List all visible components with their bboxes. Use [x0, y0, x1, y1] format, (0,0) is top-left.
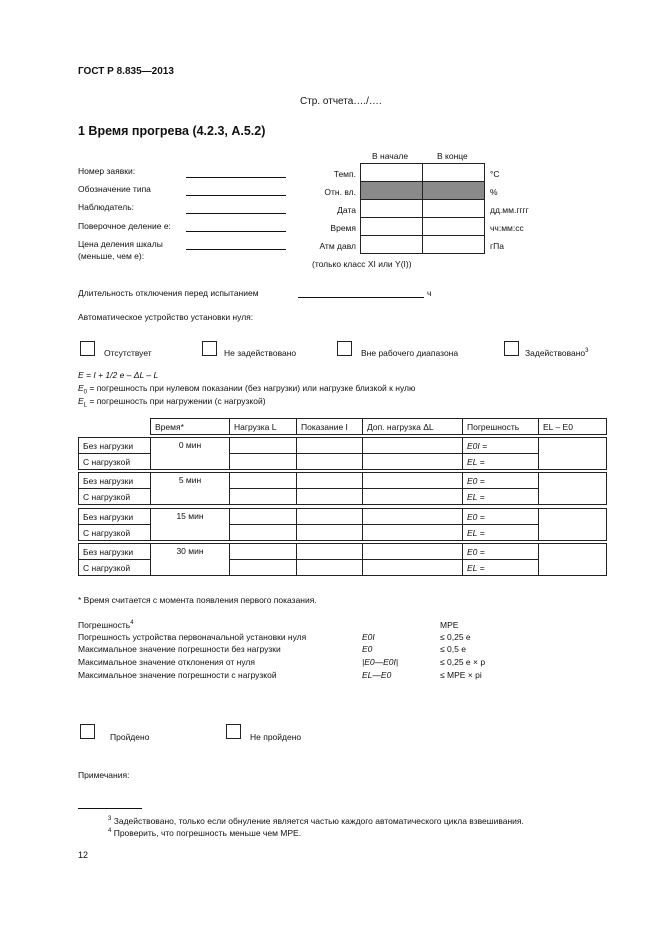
scale-interval-line[interactable] [186, 249, 286, 250]
error-row-label: Максимальное значение отклонения от нуля [78, 657, 255, 667]
row-label-no-load: Без нагрузки [79, 509, 151, 525]
scale-interval-label-2: (меньше, чем e): [78, 251, 145, 261]
row-label-no-load: Без нагрузки [79, 544, 151, 560]
section-title: 1 Время прогрева (4.2.3, А.5.2) [78, 124, 266, 138]
error-row-symbol: E0 [362, 644, 373, 654]
disconnect-line[interactable] [298, 297, 424, 298]
env-date-start[interactable] [360, 199, 423, 218]
disconnect-label: Длительность отключения перед испытанием [78, 288, 259, 298]
checkbox-failed[interactable] [226, 724, 241, 739]
observer-label: Наблюдатель: [78, 202, 134, 212]
formula-main: E = I + 1/2 e – ΔL – L [78, 370, 159, 380]
error-row-mpe: ≤ MPE × pi [440, 670, 482, 680]
env-pressure-end[interactable] [422, 235, 485, 254]
env-col-start: В начале [372, 151, 409, 161]
extra-load-cell[interactable] [363, 454, 463, 470]
time-cell: 5 мин [151, 473, 230, 505]
env-label-time: Время [330, 223, 356, 233]
type-designation-label: Обозначение типа [78, 184, 151, 194]
checkbox-out-of-range[interactable] [337, 341, 352, 356]
load-cell[interactable] [230, 438, 297, 454]
report-page-label: Стр. отчета…./…. [300, 96, 382, 107]
env-note: (только класс XI или Y(I)) [312, 259, 412, 269]
reading-cell[interactable] [297, 438, 363, 454]
env-label-humidity: Отн. вл. [324, 187, 356, 197]
th-load: Нагрузка L [230, 419, 297, 435]
env-label-pressure: Атм давл [319, 241, 356, 251]
extra-load-cell[interactable] [363, 544, 463, 560]
row-label-load: С нагрузкой [79, 560, 151, 576]
error-cell: EL = [463, 525, 539, 541]
error-row-label: Максимальное значение погрешности с нагрузкой [78, 670, 277, 680]
env-time-end[interactable] [422, 217, 485, 236]
standard-header: ГОСТ Р 8.835—2013 [78, 66, 174, 77]
opt-engaged-label: Задействовано$^3$ [525, 348, 589, 358]
formula-el: $E_L$ = погрешность при нагружении (с нагрузкой) [78, 396, 266, 409]
env-unit-pressure: гПа [490, 241, 504, 251]
error-row-symbol: EL—E0 [362, 670, 392, 680]
el-e0-cell[interactable] [539, 544, 607, 576]
opt-out-of-range-label: Вне рабочего диапазона [361, 348, 459, 358]
error-row-mpe: ≤ 0,25 e × p [440, 657, 486, 667]
disconnect-unit: ч [427, 288, 432, 298]
extra-load-cell[interactable] [363, 560, 463, 576]
extra-load-cell[interactable] [363, 489, 463, 505]
errors-title: Погрешность$^4$ [78, 620, 134, 630]
checkbox-absent[interactable] [80, 341, 95, 356]
scale-interval-label-1: Цена деления шкалы [78, 239, 163, 249]
env-humidity-end [422, 181, 485, 200]
error-row-mpe: ≤ 0,25 e [440, 632, 471, 642]
error-row-label: Погрешность устройства первоначальной установки нуля [78, 632, 307, 642]
error-row-mpe: ≤ 0,5 e [440, 644, 466, 654]
request-no-label: Номер заявки: [78, 166, 136, 176]
extra-load-cell[interactable] [363, 473, 463, 489]
page-number: 12 [78, 850, 89, 860]
request-no-line[interactable] [186, 177, 286, 178]
th-reading: Показание I [297, 419, 363, 435]
env-unit-time: чч:мм:сс [490, 223, 524, 233]
env-humidity-start [360, 181, 423, 200]
row-label-load: С нагрузкой [79, 454, 151, 470]
error-cell: EL = [463, 489, 539, 505]
passed-label: Пройдено [110, 732, 150, 742]
th-error: Погрешность [463, 419, 539, 435]
checkbox-passed[interactable] [80, 724, 95, 739]
reading-cell[interactable] [297, 560, 363, 576]
time-note: * Время считается с момента появления первого показания. [78, 595, 317, 605]
footnote-3: $^3$ Задействовано, только если обнуление является частью каждого автоматического цикла взвешивания. [108, 816, 524, 826]
error-cell: EL = [463, 560, 539, 576]
env-label-temp: Темп. [333, 169, 356, 179]
th-extra-load: Доп. нагрузка ΔL [363, 419, 463, 435]
reading-cell[interactable] [297, 489, 363, 505]
env-unit-temp: °C [490, 169, 500, 179]
el-e0-cell[interactable] [539, 509, 607, 541]
notes-label: Примечания: [78, 770, 130, 780]
env-temp-end[interactable] [422, 163, 485, 182]
error-cell: E0I = [463, 438, 539, 454]
load-cell[interactable] [230, 509, 297, 525]
error-cell: E0 = [463, 473, 539, 489]
th-el-e0: EL – E0 [539, 419, 607, 435]
results-group-15min [78, 508, 607, 541]
env-time-start[interactable] [360, 217, 423, 236]
error-row-label: Максимальное значение погрешности без нагрузки [78, 644, 281, 654]
type-designation-line[interactable] [186, 195, 286, 196]
results-group-0min [78, 437, 607, 470]
mpe-title: MPE [440, 620, 459, 630]
error-cell: E0 = [463, 544, 539, 560]
env-pressure-start[interactable] [360, 235, 423, 254]
results-group-30min [78, 543, 607, 576]
load-cell[interactable] [230, 489, 297, 505]
time-cell: 30 мин [151, 544, 230, 576]
results-table-header [150, 418, 607, 435]
footnote-divider [78, 808, 142, 809]
env-unit-date: дд.мм.гггг [490, 205, 529, 215]
env-unit-humidity: % [490, 187, 498, 197]
reading-cell[interactable] [297, 473, 363, 489]
error-cell: EL = [463, 454, 539, 470]
el-e0-cell[interactable] [539, 438, 607, 470]
error-row-symbol: E0I [362, 632, 375, 642]
time-cell: 0 мин [151, 438, 230, 470]
opt-absent-label: Отсутствует [104, 348, 152, 358]
th-time: Время* [151, 419, 230, 435]
load-cell[interactable] [230, 473, 297, 489]
env-date-end[interactable] [422, 199, 485, 218]
reading-cell[interactable] [297, 454, 363, 470]
error-cell: E0 = [463, 509, 539, 525]
failed-label: Не пройдено [250, 732, 302, 742]
reading-cell[interactable] [297, 509, 363, 525]
checkbox-engaged[interactable] [504, 341, 519, 356]
extra-load-cell[interactable] [363, 509, 463, 525]
load-cell[interactable] [230, 560, 297, 576]
extra-load-cell[interactable] [363, 525, 463, 541]
row-label-no-load: Без нагрузки [79, 438, 151, 454]
row-label-load: С нагрузкой [79, 525, 151, 541]
env-label-date: Дата [337, 205, 356, 215]
results-group-5min [78, 472, 607, 505]
time-cell: 15 мин [151, 509, 230, 541]
row-label-load: С нагрузкой [79, 489, 151, 505]
row-label-no-load: Без нагрузки [79, 473, 151, 489]
el-e0-cell[interactable] [539, 473, 607, 505]
zero-device-label: Автоматическое устройство установки нуля: [78, 312, 254, 322]
env-temp-start[interactable] [360, 163, 423, 182]
checkbox-not-engaged[interactable] [202, 341, 217, 356]
extra-load-cell[interactable] [363, 438, 463, 454]
load-cell[interactable] [230, 525, 297, 541]
reading-cell[interactable] [297, 544, 363, 560]
env-col-end: В конце [437, 151, 468, 161]
load-cell[interactable] [230, 544, 297, 560]
reading-cell[interactable] [297, 525, 363, 541]
verification-interval-line[interactable] [186, 231, 286, 232]
formula-e0: $E_0$ = погрешность при нулевом показании (без нагрузки) или нагрузке близкой к нулю [78, 383, 416, 396]
opt-not-engaged-label: Не задействовано [224, 348, 297, 358]
load-cell[interactable] [230, 454, 297, 470]
observer-line[interactable] [186, 213, 286, 214]
verification-interval-label: Поверочное деление e: [78, 221, 171, 231]
error-row-symbol: |E0—E0I| [362, 657, 399, 667]
footnote-4: $^4$ Проверить, что погрешность меньше чем MPE. [108, 828, 302, 838]
